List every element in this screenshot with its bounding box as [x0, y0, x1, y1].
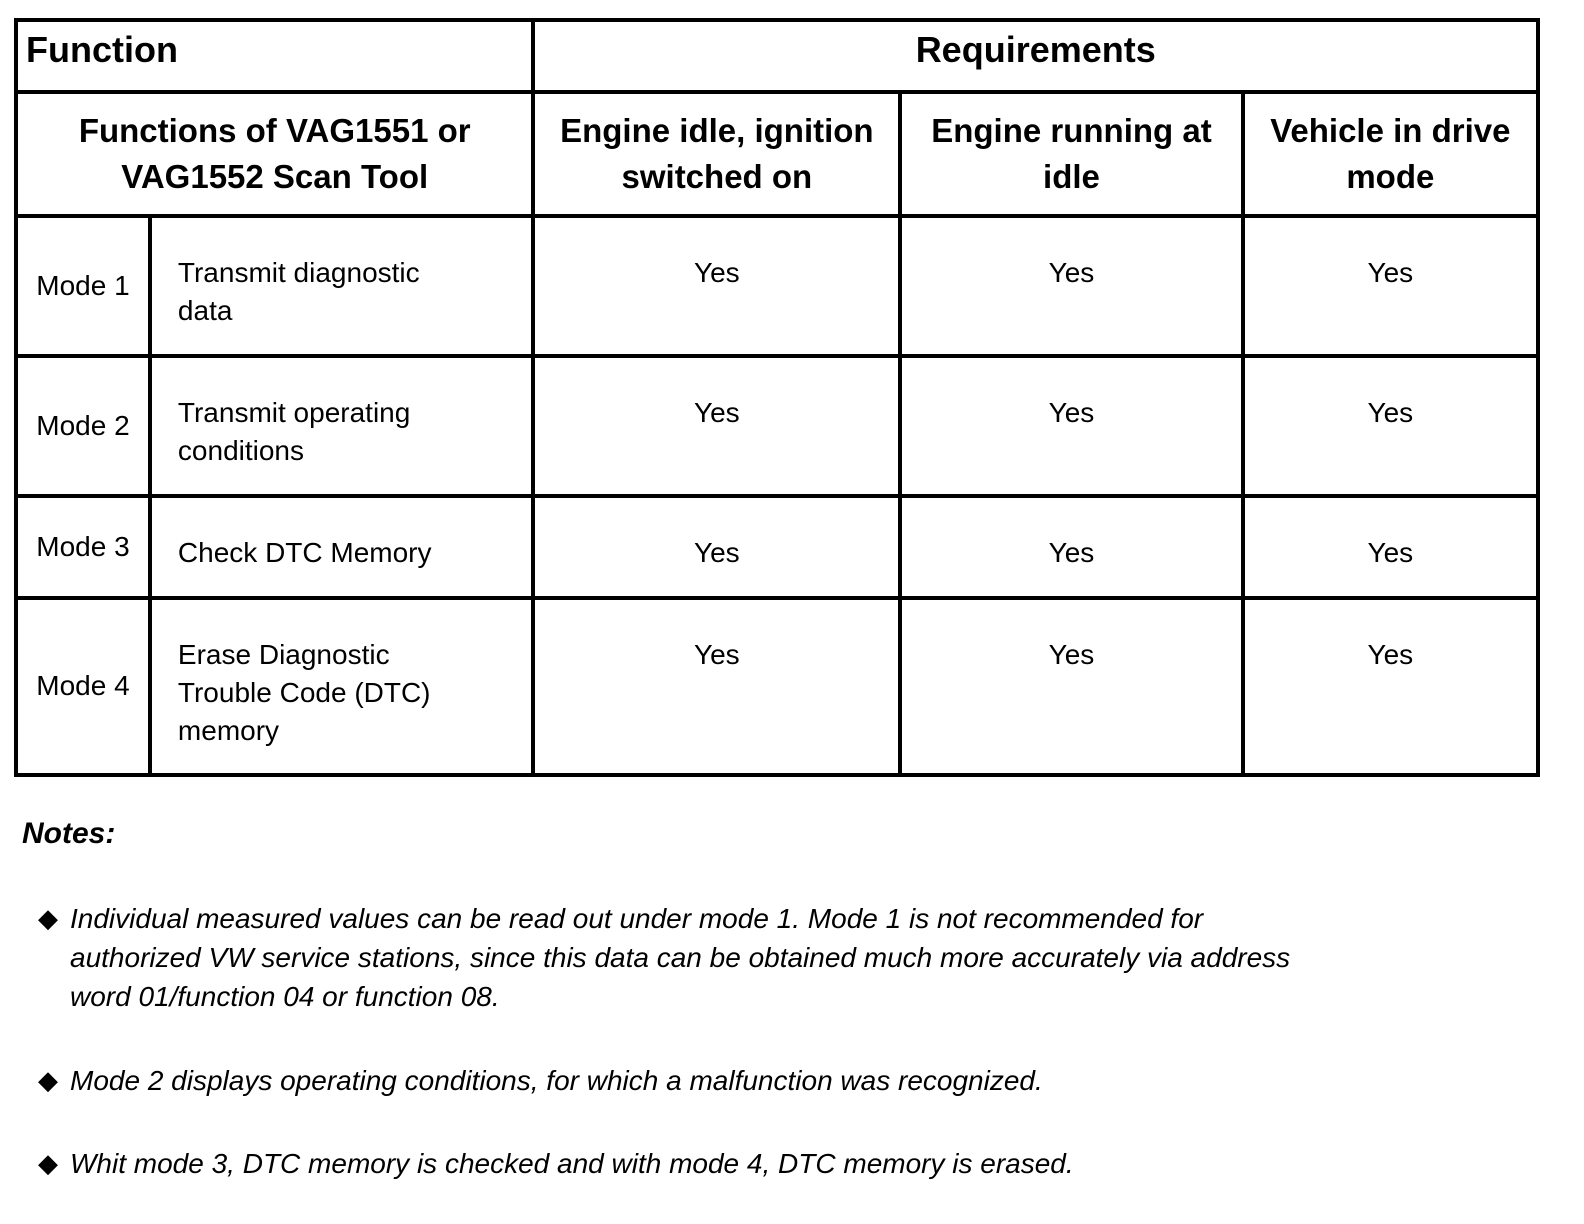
- functions-requirements-table: [14, 18, 1540, 777]
- requirement-value-cell: Yes: [1243, 496, 1538, 598]
- requirement-value-cell: Yes: [533, 496, 900, 598]
- requirement-value-cell: Yes: [900, 496, 1242, 598]
- table-row: [16, 496, 1538, 598]
- diamond-bullet-icon: ◆: [38, 903, 58, 933]
- requirement-value-cell: Yes: [1243, 356, 1538, 496]
- mode-cell: Mode 1: [16, 216, 150, 356]
- requirement-value-cell: Yes: [900, 356, 1242, 496]
- function-cell: Transmit operating conditions: [150, 356, 534, 496]
- diamond-bullet-icon: ◆: [38, 1147, 58, 1178]
- subheader-vehicle-drive-mode: Vehicle in drive mode: [1243, 92, 1538, 216]
- requirement-value-cell: Yes: [533, 356, 900, 496]
- requirement-value-cell: Yes: [900, 598, 1242, 775]
- list-item: [38, 1144, 1318, 1183]
- function-cell: Check DTC Memory: [150, 496, 534, 598]
- requirement-value-cell: Yes: [1243, 598, 1538, 775]
- header-requirements: Requirements: [533, 20, 1538, 92]
- diamond-bullet-icon: ◆: [38, 1064, 58, 1095]
- table-row: [16, 216, 1538, 356]
- subheader-engine-idle-ignition: Engine idle, ignition switched on: [533, 92, 900, 216]
- notes-title: Notes:: [22, 817, 116, 850]
- note-text: Whit mode 3, DTC memory is checked and with mode 4, DTC memory is erased.: [70, 1147, 1074, 1179]
- requirement-value-cell: Yes: [900, 216, 1242, 356]
- table-header-row: [16, 20, 1538, 92]
- requirement-value-cell: Yes: [533, 216, 900, 356]
- subheader-engine-running-idle: Engine running at idle: [900, 92, 1242, 216]
- list-item: [38, 899, 1318, 1017]
- header-function: Function: [16, 20, 533, 92]
- requirement-value-cell: Yes: [1243, 216, 1538, 356]
- mode-cell: Mode 2: [16, 356, 150, 496]
- note-text: Individual measured values can be read out under mode 1. Mode 1 is not recommended for authorized VW service stations, since this data can be obtained much more accurately via address word 01/function 04 or function 08.: [70, 903, 1291, 1013]
- function-cell: Transmit diagnostic data: [150, 216, 534, 356]
- subheader-scan-tool-functions: Functions of VAG1551 or VAG1552 Scan Tool: [16, 92, 533, 216]
- notes-section: [22, 817, 1570, 1183]
- mode-cell: Mode 4: [16, 598, 150, 775]
- notes-list: [22, 899, 1570, 1183]
- table-row: [16, 598, 1538, 775]
- note-text: Mode 2 displays operating conditions, for which a malfunction was recognized.: [70, 1064, 1043, 1096]
- table-row: [16, 356, 1538, 496]
- requirement-value-cell: Yes: [533, 598, 900, 775]
- table-subheader-row: [16, 92, 1538, 216]
- function-cell: Erase Diagnostic Trouble Code (DTC) memory: [150, 598, 534, 775]
- mode-cell: Mode 3: [16, 496, 150, 598]
- list-item: [38, 1061, 1318, 1100]
